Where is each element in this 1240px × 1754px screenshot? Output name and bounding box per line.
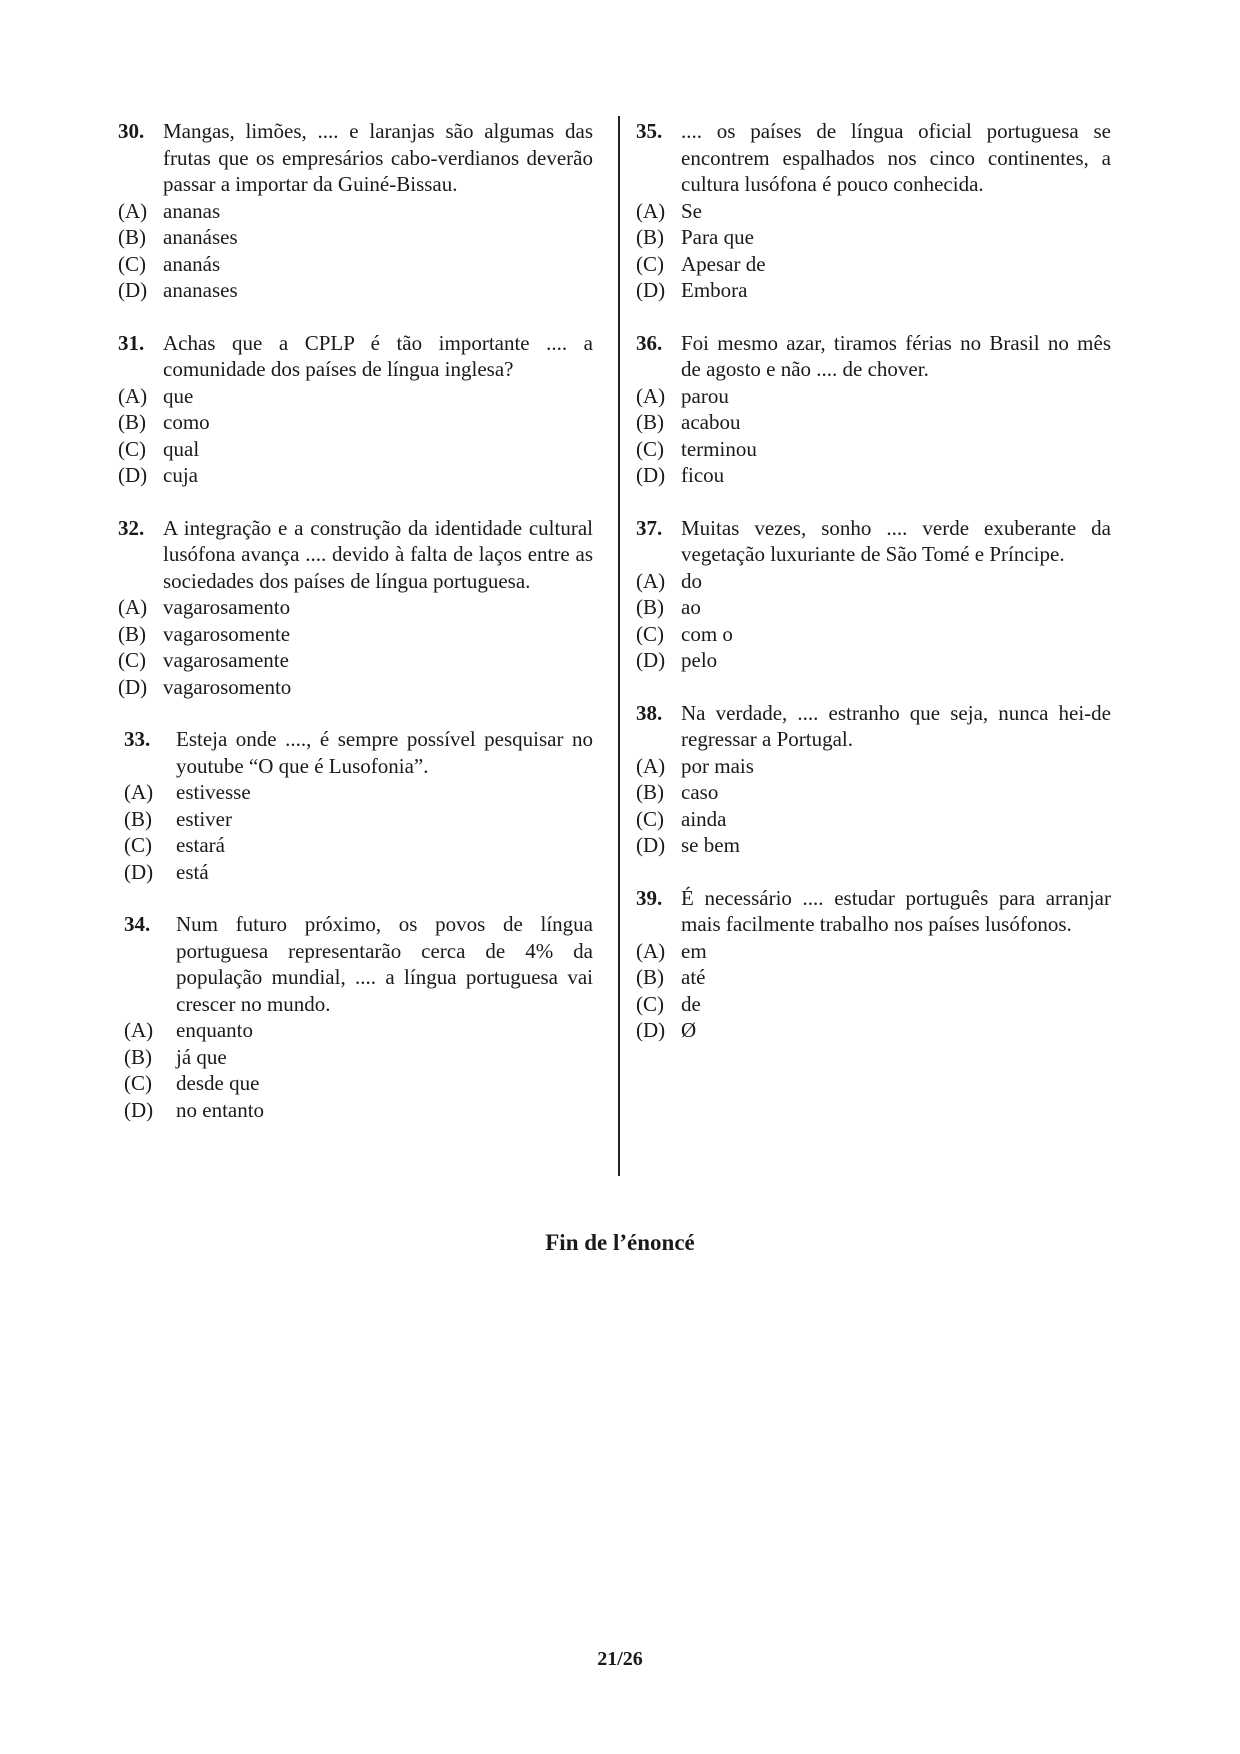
answer-option — [636, 409, 1111, 436]
option-text: ananas — [163, 198, 221, 223]
option-text: estará — [176, 833, 225, 857]
option-letter: (A) — [636, 938, 666, 963]
option-letter: (A) — [124, 780, 154, 804]
question-header — [118, 118, 593, 198]
option-text: caso — [681, 780, 719, 804]
option-letter: (C) — [636, 806, 664, 831]
answer-option — [118, 621, 593, 648]
answer-option — [118, 409, 593, 436]
question-number: 37. — [636, 515, 663, 540]
question-text: Muitas vezes, sonho .... verde exuberante da vegetação luxuriante de São Tomé e Príncipe. — [681, 515, 1111, 566]
option-text: pelo — [681, 648, 718, 672]
option-letter: (C) — [118, 648, 146, 672]
question-header — [636, 515, 1111, 568]
answer-option — [636, 462, 1111, 489]
option-text: qual — [163, 436, 200, 461]
option-letter: (B) — [118, 410, 146, 434]
option-text: Ø — [681, 1018, 697, 1042]
option-letter: (B) — [636, 410, 664, 434]
answer-option — [636, 964, 1111, 991]
answer-option — [124, 779, 593, 806]
option-text: estivesse — [176, 780, 251, 804]
answer-option — [636, 594, 1111, 621]
answer-option — [124, 832, 593, 859]
option-letter: (C) — [124, 833, 152, 857]
option-text: ainda — [681, 806, 727, 831]
option-letter: (C) — [636, 436, 664, 461]
end-of-statement-title: Fin de l’énoncé — [545, 1230, 695, 1255]
option-letter: (D) — [124, 1097, 154, 1122]
option-text: parou — [681, 383, 729, 408]
option-text: Apesar de — [681, 251, 766, 276]
answer-option — [124, 1070, 593, 1097]
question-text: .... os países de língua oficial portuguesa se encontrem espalhados nos cinco continentes, a cultura lusófona é pouco conhecida. — [681, 119, 1111, 196]
answer-option — [118, 462, 593, 489]
question-text: Achas que a CPLP é tão importante .... a comunidade dos países de língua inglesa? — [163, 330, 593, 381]
question-header — [124, 911, 593, 1017]
option-letter: (C) — [636, 621, 664, 646]
option-text: ananáses — [163, 225, 238, 249]
question-text: Num futuro próximo, os povos de língua portuguesa representarão cerca de 4% da população mundial, .... a língua portuguesa vai crescer no mundo. — [176, 912, 593, 1016]
option-letter: (C) — [124, 1071, 152, 1095]
option-letter: (A) — [636, 198, 666, 223]
question-header — [636, 330, 1111, 383]
option-letter: (D) — [636, 463, 666, 487]
option-text: cuja — [163, 463, 198, 487]
option-letter: (C) — [636, 991, 664, 1016]
question-number: 33. — [124, 727, 151, 751]
option-letter: (A) — [118, 595, 148, 619]
option-letter: (D) — [636, 833, 666, 857]
page-number: 21/26 — [597, 1648, 643, 1670]
answer-option — [118, 198, 593, 225]
option-text: estiver — [176, 806, 232, 831]
question-header — [636, 885, 1111, 938]
option-letter: (B) — [124, 1044, 152, 1069]
option-text: ficou — [681, 463, 725, 487]
question-number: 34. — [124, 912, 151, 936]
question-number: 30. — [118, 119, 145, 143]
option-letter: (D) — [636, 648, 666, 672]
option-text: do — [681, 568, 702, 593]
answer-option — [636, 198, 1111, 225]
question-39 — [636, 885, 1111, 1044]
question-text: A integração e a construção da identidade cultural lusófona avança .... devido à falta de laços entre as sociedades dos países de língua portuguesa. — [163, 515, 593, 593]
answer-option — [118, 224, 593, 251]
answer-option — [118, 647, 593, 674]
option-letter: (B) — [118, 225, 146, 249]
option-text: Embora — [681, 278, 748, 302]
question-header — [118, 515, 593, 595]
option-letter: (D) — [124, 859, 154, 884]
answer-option — [636, 383, 1111, 410]
option-text: ananás — [163, 251, 221, 276]
option-letter: (A) — [118, 383, 148, 408]
option-letter: (B) — [636, 965, 664, 989]
option-text: com o — [681, 621, 733, 646]
question-37 — [636, 515, 1111, 674]
option-text: em — [681, 938, 707, 963]
answer-option — [118, 277, 593, 304]
question-number: 39. — [636, 885, 663, 910]
option-letter: (C) — [118, 251, 146, 276]
question-header — [636, 118, 1111, 198]
question-34 — [124, 911, 593, 1123]
answer-option — [636, 779, 1111, 806]
question-number: 35. — [636, 119, 663, 143]
question-number: 36. — [636, 330, 663, 355]
answer-option — [124, 1097, 593, 1124]
answer-option — [636, 753, 1111, 780]
option-text: que — [163, 383, 194, 408]
option-text: vagarosamente — [163, 648, 289, 672]
option-text: de — [681, 991, 701, 1016]
option-letter: (D) — [118, 278, 148, 302]
option-letter: (A) — [636, 383, 666, 408]
answer-option — [636, 251, 1111, 278]
option-text: até — [681, 965, 706, 989]
option-text: desde que — [176, 1071, 260, 1095]
option-letter: (D) — [118, 463, 148, 487]
question-text: Mangas, limões, .... e laranjas são algumas das frutas que os empresários cabo-verdianos deverão passar a importar da Guiné-Bissau. — [163, 119, 593, 196]
option-letter: (B) — [118, 621, 146, 646]
answer-option — [118, 251, 593, 278]
answer-option — [636, 647, 1111, 674]
answer-option — [636, 436, 1111, 463]
answer-option — [636, 277, 1111, 304]
option-text: está — [176, 859, 209, 884]
question-header — [118, 330, 593, 383]
question-text: Esteja onde ...., é sempre possível pesquisar no youtube “O que é Lusofonia”. — [176, 727, 593, 778]
answer-option — [636, 991, 1111, 1018]
answer-option — [124, 859, 593, 886]
option-letter: (D) — [118, 674, 148, 699]
question-header — [636, 700, 1111, 753]
question-text: Foi mesmo azar, tiramos férias no Brasil no mês de agosto e não .... de chover. — [681, 330, 1111, 381]
question-30 — [118, 118, 593, 304]
option-letter: (A) — [124, 1018, 154, 1042]
answer-option — [636, 806, 1111, 833]
answer-option — [636, 568, 1111, 595]
option-letter: (C) — [636, 251, 664, 276]
question-33 — [124, 726, 593, 885]
right-question-column — [636, 118, 1111, 1070]
answer-option — [636, 224, 1111, 251]
answer-option — [124, 1044, 593, 1071]
answer-option — [118, 594, 593, 621]
answer-option — [636, 832, 1111, 859]
option-text: no entanto — [176, 1097, 265, 1122]
option-text: Se — [681, 198, 702, 223]
option-letter: (B) — [636, 780, 664, 804]
question-31 — [118, 330, 593, 489]
question-36 — [636, 330, 1111, 489]
option-letter: (B) — [636, 225, 664, 249]
option-letter: (D) — [636, 1018, 666, 1042]
option-text: já que — [176, 1044, 227, 1069]
option-text: vagarosomente — [163, 621, 291, 646]
answer-option — [636, 938, 1111, 965]
option-letter: (D) — [636, 278, 666, 302]
question-38 — [636, 700, 1111, 859]
answer-option — [118, 383, 593, 410]
answer-option — [124, 806, 593, 833]
answer-option — [124, 1017, 593, 1044]
option-letter: (A) — [636, 753, 666, 778]
question-number: 38. — [636, 700, 663, 725]
option-text: vagarosomento — [163, 674, 292, 699]
question-text: É necessário .... estudar português para arranjar mais facilmente trabalho nos países lusófonos. — [681, 885, 1111, 936]
question-header — [124, 726, 593, 779]
option-text: se bem — [681, 833, 740, 857]
option-letter: (B) — [124, 806, 152, 831]
column-divider — [618, 116, 620, 1176]
option-text: Para que — [681, 225, 754, 249]
answer-option — [636, 621, 1111, 648]
option-text: ao — [681, 595, 701, 619]
option-letter: (B) — [636, 595, 664, 619]
option-text: por mais — [681, 753, 754, 778]
option-text: ananases — [163, 278, 238, 302]
question-number: 31. — [118, 330, 145, 355]
answer-option — [118, 674, 593, 701]
question-32 — [118, 515, 593, 701]
option-letter: (A) — [118, 198, 148, 223]
left-question-column — [118, 118, 593, 1149]
option-text: como — [163, 410, 210, 434]
option-text: acabou — [681, 410, 741, 434]
answer-option — [118, 436, 593, 463]
option-letter: (C) — [118, 436, 146, 461]
option-letter: (A) — [636, 568, 666, 593]
option-text: vagarosamento — [163, 595, 291, 619]
option-text: enquanto — [176, 1018, 253, 1042]
answer-option — [636, 1017, 1111, 1044]
question-number: 32. — [118, 515, 145, 540]
question-text: Na verdade, .... estranho que seja, nunca hei-de regressar a Portugal. — [681, 700, 1111, 751]
question-35 — [636, 118, 1111, 304]
option-text: terminou — [681, 436, 757, 461]
